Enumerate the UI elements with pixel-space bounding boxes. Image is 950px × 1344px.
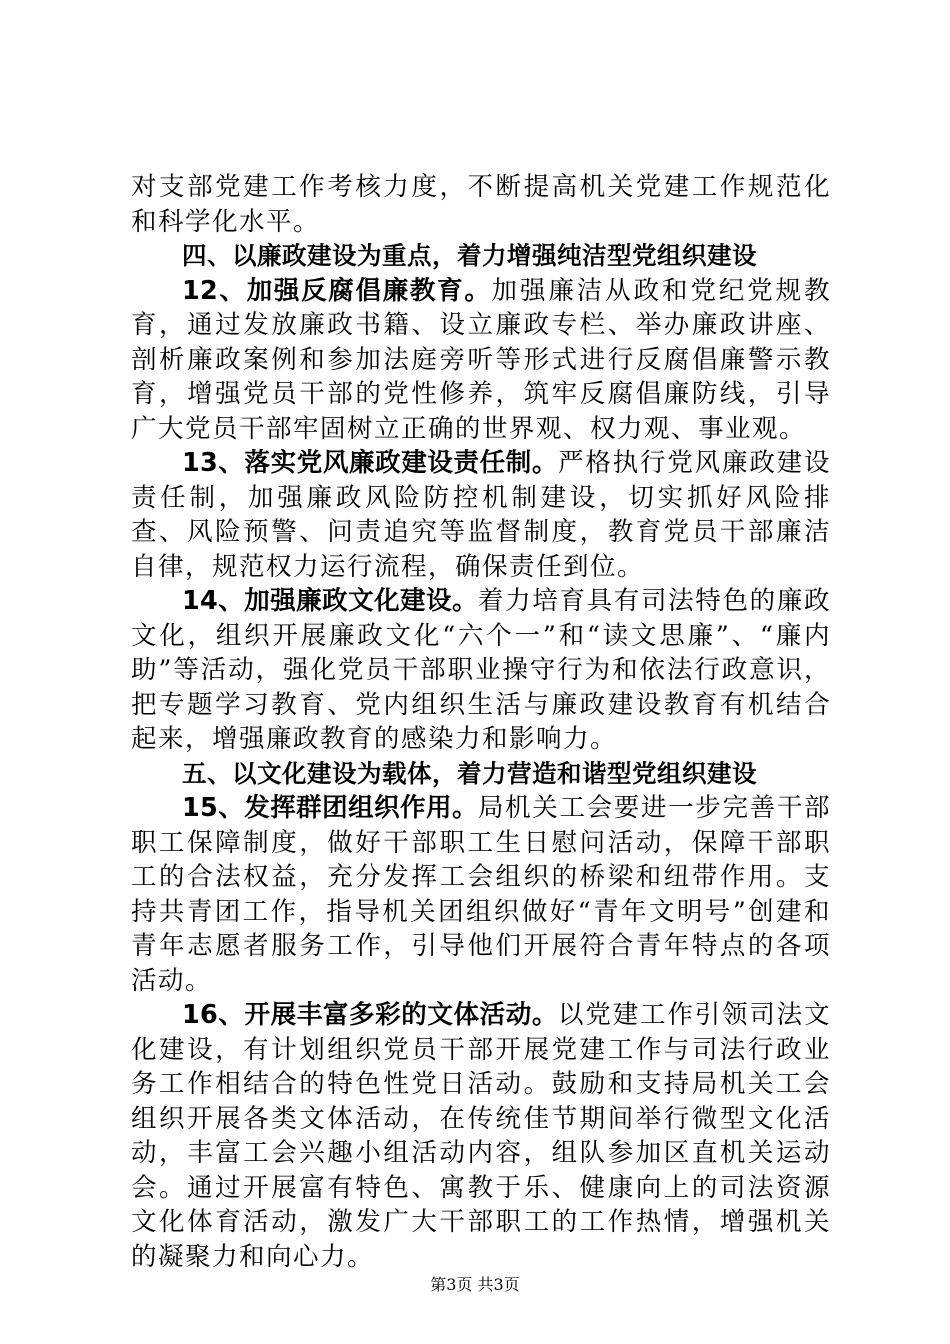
item-16-lead: 16、开展丰富多彩的文体活动。 bbox=[182, 1000, 559, 1030]
item-12-body: 加强廉洁从政和党纪党规教育，通过发放廉政书籍、设立廉政专栏、举办廉政讲座、剖析廉政案例和参加法庭旁听等形式进行反腐倡廉警示教育，增强党员干部的党性修养，筑牢反腐倡廉防线，引导广大党员干部牢固树立正确的世界观、权力观、事业观。 bbox=[131, 275, 831, 444]
item-14-lead: 14、加强廉政文化建设。 bbox=[182, 586, 478, 616]
section-heading-4: 四、以廉政建设为重点，着力增强纯洁型党组织建设 bbox=[182, 241, 757, 270]
paragraph-item-13 bbox=[131, 446, 831, 584]
paragraph-item-12 bbox=[131, 274, 831, 447]
section-heading-5: 五、以文化建设为载体，着力营造和谐型党组织建设 bbox=[182, 758, 757, 788]
paragraph-item-15 bbox=[131, 791, 831, 998]
page-number-footer: 第3页 共3页 bbox=[430, 1275, 520, 1294]
item-12-lead: 12、加强反腐倡廉教育。 bbox=[182, 275, 492, 306]
item-16-body: 以党建工作引领司法文化建设，有计划组织党员干部开展党建工作与司法行政业务工作相结合的特色性党日活动。鼓励和支持局机关工会组织开展各类文体活动，在传统佳节期间举行微型文化活动，丰富工会兴趣小组活动内容，组队参加区直机关运动会。通过开展富有特色、寓教于乐、健康向上的司法资源文化体育活动，激发广大干部职工的工作热情，增强机关的凝聚力和向心力。 bbox=[131, 1000, 831, 1272]
item-15-lead: 15、发挥群团组织作用。 bbox=[182, 793, 478, 823]
item-13-lead: 13、落实党风廉政建设责任制。 bbox=[182, 448, 559, 478]
item-13-body: 严格执行党风廉政建设责任制，加强廉政风险防控机制建设，切实抓好风险排查、风险预警、问责追究等监督制度，教育党员干部廉洁自律，规范权力运行流程，确保责任到位。 bbox=[131, 448, 831, 582]
continuation-paragraph: 对支部党建工作考核力度，不断提高机关党建工作规范化和科学化水平。 bbox=[131, 172, 831, 237]
document-body bbox=[131, 170, 831, 1274]
paragraph-item-16 bbox=[131, 998, 831, 1274]
paragraph-item-14 bbox=[131, 584, 831, 757]
item-14-body: 着力培育具有司法特色的廉政文化，组织开展廉政文化“六个一”和“读文思廉”、“廉内助”等活动，强化党员干部职业操守行为和依法行政意识，把专题学习教育、党内组织生活与廉政建设教育有机结合起来，增强廉政教育的感染力和影响力。 bbox=[131, 586, 831, 754]
item-15-body: 局机关工会要进一步完善干部职工保障制度，做好干部职工生日慰问活动，保障干部职工的合法权益，充分发挥工会组织的桥梁和纽带作用。支持共青团工作，指导机关团组织做好“青年文明号”创建和青年志愿者服务工作，引导他们开展符合青年特点的各项活动。 bbox=[131, 793, 831, 996]
